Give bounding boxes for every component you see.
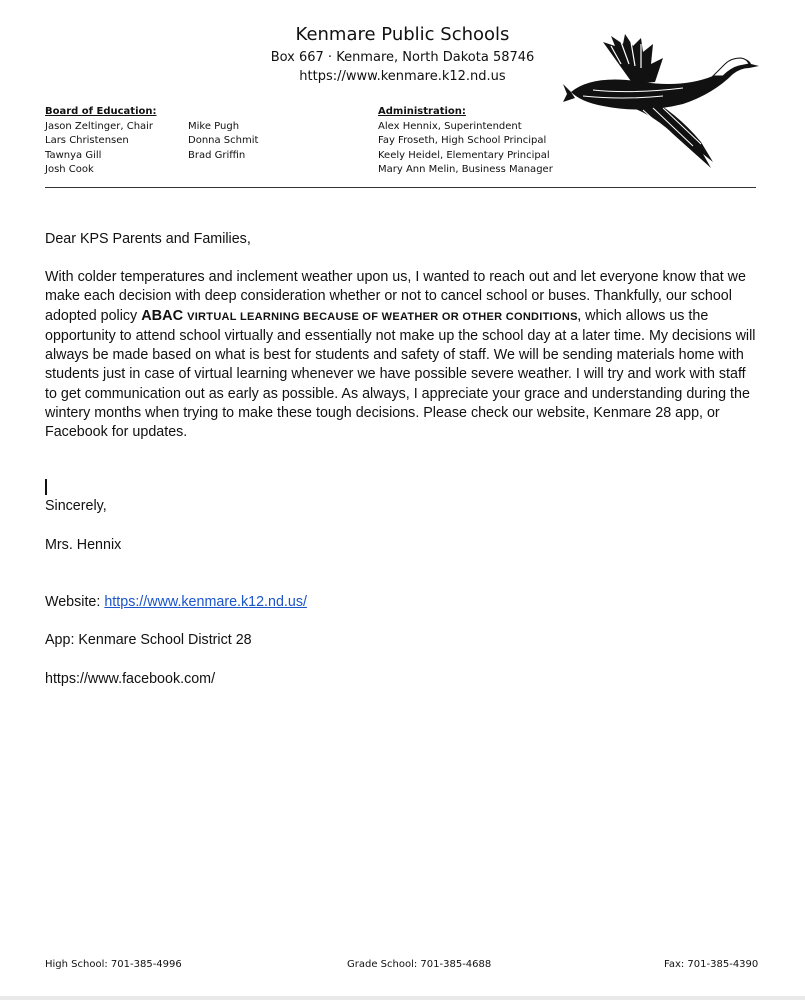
letter-signature[interactable]: Mrs. Hennix	[45, 537, 122, 553]
footer-fax: Fax: 701-385-4390	[664, 959, 759, 970]
board-member: Tawnya Gill	[45, 149, 102, 161]
board-member: Mike Pugh	[188, 120, 240, 132]
letter-greeting[interactable]: Dear KPS Parents and Families,	[45, 231, 251, 247]
board-heading: Board of Education:	[45, 106, 157, 117]
footer-grade-school-phone: Grade School: 701-385-4688	[347, 959, 492, 970]
website-link[interactable]: https://www.kenmare.k12.nd.us/	[104, 594, 307, 610]
board-member: Jason Zeltinger, Chair	[45, 120, 154, 132]
board-member: Josh Cook	[45, 164, 94, 175]
admin-member: Alex Hennix, Superintendent	[378, 120, 522, 132]
paragraph-text-start: With colder temperatures and inclement weather upon us, I wanted to reach out and let everyone know that we make each decision with deep consideration whether or not to cancel school or buses. Thankfully, our school adopted policy	[45, 269, 746, 324]
school-address: Box 667 · Kenmare, North Dakota 58746	[270, 50, 535, 65]
app-line[interactable]: App: Kenmare School District 28	[45, 632, 252, 648]
website-line[interactable]	[45, 594, 307, 610]
facebook-line[interactable]: https://www.facebook.com/	[45, 671, 216, 687]
admin-member: Mary Ann Melin, Business Manager	[378, 164, 553, 175]
board-member: Lars Christensen	[45, 135, 129, 146]
letter-closing[interactable]: Sincerely,	[45, 498, 107, 514]
board-member: Brad Griffin	[188, 149, 246, 161]
board-column-2	[188, 120, 258, 164]
letter-paragraph[interactable]	[45, 268, 761, 443]
paragraph-text-end: which allows us the opportunity to attend school virtually and essentially not make up the school day at a later time. My decisions will always be made based on what is best for students and safety of staff. We will be sending materials home with students just in case of virtual learning whenever we have possible severe weather. I will try and work with staff to get communication out as early as possible. As always, I appreciate your grace and understanding during the wintery months when trying to make these tough decisions. Please check our website, Kenmare 28 app, or Facebook for updates.	[45, 307, 756, 441]
letterhead-divider	[45, 187, 756, 188]
text-cursor	[45, 479, 47, 495]
administration-column	[378, 105, 553, 178]
website-label: Website:	[45, 594, 101, 610]
admin-member: Fay Froseth, High School Principal	[378, 135, 547, 146]
page-bottom-edge	[0, 996, 805, 1000]
goose-logo-icon	[563, 34, 763, 174]
administration-heading: Administration:	[378, 106, 466, 117]
school-name: Kenmare Public Schools	[295, 24, 510, 45]
policy-name: VIRTUAL LEARNING BECAUSE OF WEATHER OR OTHER CONDITIONS,	[187, 310, 582, 323]
board-member: Donna Schmit	[188, 135, 259, 146]
admin-member: Keely Heidel, Elementary Principal	[378, 149, 550, 161]
footer-high-school-phone: High School: 701-385-4996	[45, 959, 182, 970]
policy-code: ABAC	[141, 307, 184, 324]
school-website: https://www.kenmare.k12.nd.us	[299, 69, 506, 84]
